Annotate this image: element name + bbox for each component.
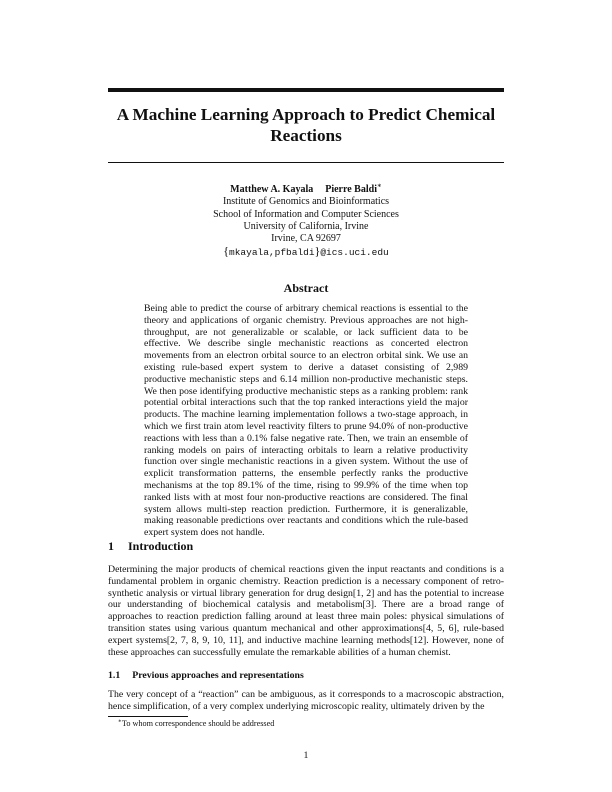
footnote: ∗To whom correspondence should be addressed [118,718,275,728]
page-number: 1 [303,750,309,761]
introduction-paragraph: Determining the major products of chemical reactions given the input reactants and conditions is a fundamental problem in organic chemistry. Reaction prediction is a necessary component of retro-synthetic analysis or virtual library generation for drug design[1, 2] and has the potential to increase our understanding of biochemical catalysis and metabolism[3]. There are a broad range of approaches to reaction prediction falling around at least three main poles: physical simulations of transition states using various quantum mechanical and other approximations[4, 5, 6], rule-based expert systems[2, 7, 8, 9, 10, 11], and inductive machine learning methods[12]. However, none of these approaches can successfully emulate the remarkable abilities of a human chemist. [108,564,504,658]
abstract-heading: Abstract [283,281,329,295]
affiliation-line: School of Information and Computer Sciences [213,208,399,220]
section-heading: 1 Introduction [108,539,194,553]
author-names [108,181,504,196]
affiliation-line: Irvine, CA 92697 [271,233,341,245]
affiliation-line: Institute of Genomics and Bioinformatics [222,196,390,208]
subsection-heading: 1.1 Previous approaches and representations [108,670,304,681]
title-bottom-rule [108,162,504,163]
author-name: Pierre Baldi∗ [325,181,382,195]
author-name: Matthew A. Kayala [230,184,314,195]
subsection-paragraph: The very concept of a “reaction” can be ambiguous, as it corresponds to a macroscopic abstraction, hence simplification, of a very complex underlying microscopic reality, ultimately driven by the [108,689,504,712]
corresponding-mark: ∗ [376,181,382,190]
author-block [108,181,504,260]
email-line: {mkayala,pfbaldi}@ics.uci.edu [223,244,389,259]
abstract-text: Being able to predict the course of arbitrary chemical reactions is essential to the theory and applications of organic chemistry. Previous approaches are not high-throughput, are not generalizable or scalable, or lack sufficient data to be effective. We describe single mechanistic reactions as concerted electron movements from an electron orbital source to an electron orbital sink. We use an existing rule-based expert system to derive a dataset consisting of 2,989 productive mechanistic steps and 6.14 million non-productive mechanistic steps. We then pose identifying productive mechanistic steps as a ranking problem: rank potential orbital interactions such that the top ranked interactions yield the major products. The machine learning implementation follows a two-stage approach, in which we first train atom level reactivity filters to prune 94.0% of non-productive reactions with less than a 0.1% false negative rate. Then, we train an ensemble of ranking models on pairs of interacting orbitals to learn a relative productivity function over single mechanistic reactions in a given system. Without the use of explicit transformation patterns, the ensemble perfectly ranks the productive mechanisms at the top 89.1% of the time, rising to 99.9% of the time when top ranked lists with at most four non-productive reactions are considered. The final system allows multi-step reaction prediction. Furthermore, it is generalizable, making reasonable predictions over reactants and conditions which the rule-based expert system does not handle. [144,303,468,539]
footnote-rule [108,716,188,717]
paper-title: A Machine Learning Approach to Predict Chemical Reactions [116,105,496,145]
affiliation-line: University of California, Irvine [243,220,369,232]
title-top-rule [108,88,504,92]
